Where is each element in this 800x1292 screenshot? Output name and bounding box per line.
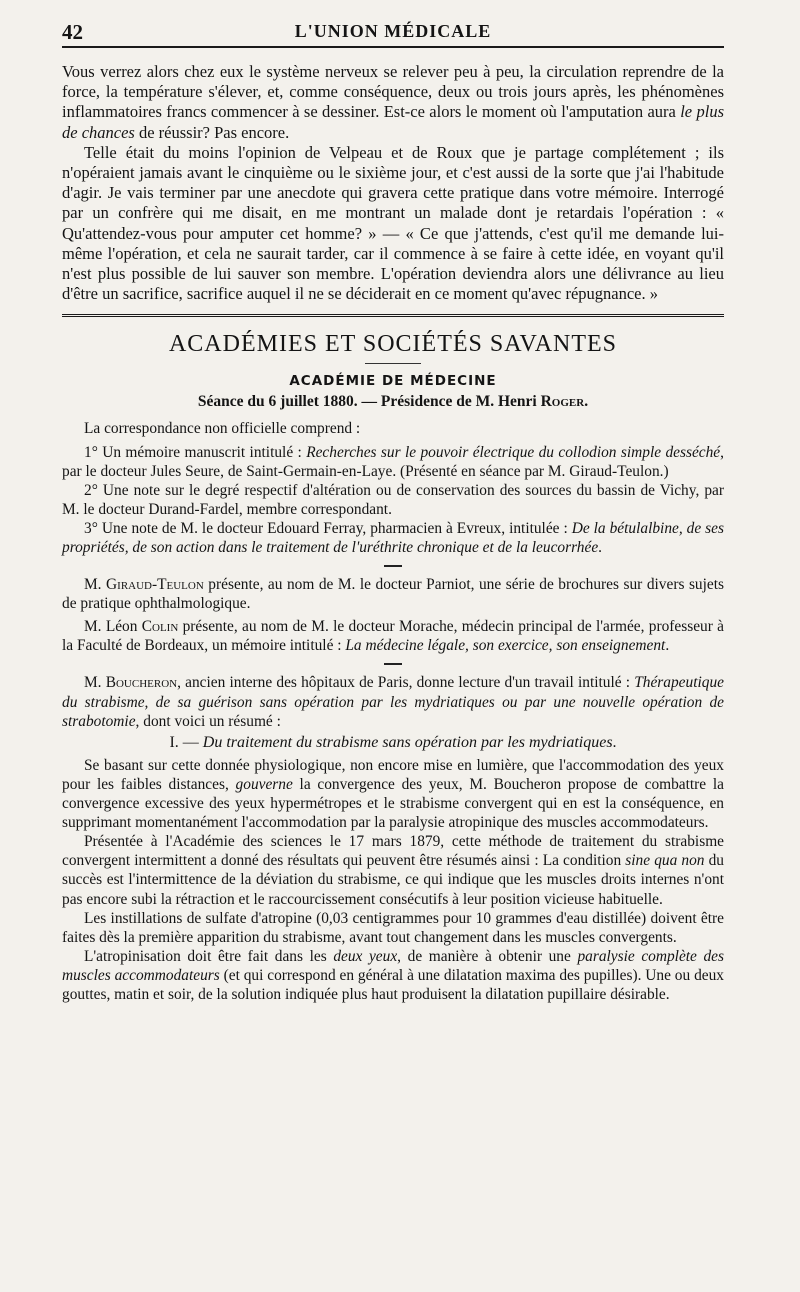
correspondance-item-1 bbox=[62, 443, 724, 481]
text-run: présente, au nom de M. le docteur Parniot, une série de brochures sur divers sujets de pratique ophthalmologique. bbox=[62, 576, 724, 613]
running-title: L'UNION MÉDICALE bbox=[294, 21, 492, 41]
correspondance-block bbox=[62, 419, 724, 1004]
italic-text: Recherches sur le pouvoir électrique du collodion simple desséché bbox=[306, 443, 721, 461]
author-name: Colin bbox=[141, 618, 179, 636]
text-run: . bbox=[598, 539, 603, 556]
text-run: I. — bbox=[169, 733, 203, 751]
text-run: Présentée à l'Académie des sciences le 17 mars 1879, cette méthode de traitement du strabisme convergent intermittent a donné des résultats qui peuvent être résumés ainsi : La condition bbox=[62, 833, 724, 870]
author-name: Boucheron bbox=[105, 674, 178, 692]
separator-dash bbox=[384, 663, 402, 665]
intro-paragraph-2: Telle était du moins l'opinion de Velpeau et de Roux que je partage complétement ; ils n'opéraient jamais avant le cinquième ou le sixième jour, et c'est aussi de la sorte que j'ai l'habitude d'agir. Je vais terminer par une anecdote qui gravera cette pratique dans votre mémoire. Interrogé par un confrère qui me disait, en me montrant un malade dont je retardais l'opération : « Qu'attendez-vous pour amputer cet homme? » — « Ce que j'attends, c'est qu'il me demande lui-même l'opération, et cela ne saurait tarder, car il commence à se faire à cette idée, en voyant qu'il n'est plus possible de lui sauver son membre. L'opération deviendra alors une délivrance au lieu d'être un sacrifice, sacrifice auquel il ne se déciderait en ce moment qu'avec répugnance. » bbox=[62, 142, 724, 304]
page-number: 42 bbox=[62, 20, 83, 44]
text-run: (et qui correspond en général à une dilatation maxima des pupilles). Une ou deux gouttes, matin et soir, de la solution indiquée plus haut produisent la dilatation pupillaire désirable. bbox=[62, 966, 724, 1003]
text-run: L'atropinisation doit être fait dans les bbox=[84, 947, 334, 965]
text-run: , dont voici un résumé : bbox=[135, 712, 281, 730]
italic-text: sine qua non bbox=[625, 852, 705, 870]
author-name: Giraud-Teulon bbox=[106, 576, 204, 594]
text-run: de réussir? Pas encore. bbox=[134, 122, 290, 142]
correspondance-intro: La correspondance non officielle comprend : bbox=[84, 420, 361, 438]
presentation-1 bbox=[62, 575, 724, 613]
text-run: M. bbox=[84, 576, 107, 594]
text-run: , de manière à obtenir une bbox=[397, 947, 578, 965]
page-header bbox=[62, 20, 724, 48]
text-run: Séance du 6 juillet 1880. — Présidence de M. Henri bbox=[197, 393, 541, 411]
text-run: la convergence des yeux, M. Boucheron propose de combattre la convergence excessive des yeux hypermétropes et le strabisme convergent qui en est la conséquence, en supprimant momentanément l'accommodation par la paralysie atropinique des muscles accommodateurs. bbox=[62, 775, 724, 832]
text-run: M. Léon bbox=[84, 618, 142, 636]
section-title: ACADÉMIES ET SOCIÉTÉS SAVANTES bbox=[168, 331, 618, 358]
text-run: , ancien interne des hôpitaux de Paris, donne lecture d'un travail intitulé : bbox=[177, 674, 635, 692]
text-run: 1° Un mémoire manuscrit intitulé : bbox=[84, 443, 307, 461]
italic-text: le plus de chances bbox=[62, 102, 724, 142]
separator-dash bbox=[384, 565, 402, 567]
text-run: . bbox=[584, 393, 589, 411]
correspondance-item-2: 2° Une note sur le degré respectif d'altération ou de conservation des sources du bassin de Vichy, par M. le docteur Durand-Fardel, membre correspondant. bbox=[62, 481, 724, 518]
text-run: . bbox=[665, 637, 670, 655]
boucheron-paragraph-2 bbox=[62, 756, 724, 832]
italic-text: Thérapeutique du strabisme, de sa guérison sans opération par les mydriatiques ou par une nouvelle opération de strabotomie bbox=[62, 674, 724, 730]
correspondance-item-3 bbox=[62, 519, 724, 557]
italic-text: De la bétulalbine, de ses propriétés, de son action dans le traitement de l'uréthrite chronique et de la leucorrhée bbox=[62, 519, 724, 556]
text-run: . bbox=[612, 733, 617, 751]
page-content bbox=[62, 62, 724, 1004]
boucheron-paragraph-3 bbox=[62, 832, 724, 908]
text-run: du succès est l'intermittence de la déviation du strabisme, ce qui indique que les muscles droits internes n'ont pas encore subi la rétraction et le raccourcissement consécutifs à leur position vicieuse habituelle. bbox=[62, 852, 724, 908]
boucheron-intro bbox=[62, 673, 724, 730]
text-run: Se basant sur cette donnée physiologique, non encore mise en lumière, que l'accommodation des yeux pour les faibles distances, bbox=[62, 756, 724, 793]
intro-paragraph-1 bbox=[62, 62, 724, 143]
italic-text: paralysie complète des muscles accommodateurs bbox=[62, 947, 725, 984]
title-rule bbox=[365, 363, 421, 364]
presentation-2 bbox=[62, 617, 724, 655]
text-run: présente, au nom de M. le docteur Morache, médecin principal de l'armée, professeur à la Faculté de Bordeaux, un mémoire intitulé : bbox=[62, 618, 725, 655]
section-divider bbox=[62, 314, 724, 317]
italic-text: La médecine légale, son exercice, son enseignement bbox=[345, 637, 666, 655]
part-heading bbox=[62, 733, 724, 752]
boucheron-paragraph-4: Les instillations de sulfate d'atropine (0,03 centigrammes pour 10 grammes d'eau distillée) doivent être faites dès la première apparition du strabisme, avant tout changement dans les muscles convergents. bbox=[62, 909, 724, 946]
subsection-title: ACADÉMIE DE MÉDECINE bbox=[289, 373, 497, 390]
text-run: M. bbox=[84, 674, 106, 692]
text-run: , par le docteur Jules Seure, de Saint-Germain-en-Laye. (Présenté en séance par M. Giraud-Teulon.) bbox=[62, 443, 724, 480]
text-run: Vous verrez alors chez eux le système nerveux se relever peu à peu, la circulation reprendre de la force, la température s'élever, et, comme conséquence, deux ou trois jours après, les phénomènes inflammatoires francs commencer à se dessiner. Est-ce alors le moment où l'amputation aura bbox=[62, 62, 724, 122]
italic-text: deux yeux bbox=[333, 947, 398, 965]
text-run: 3° Une note de M. le docteur Edouard Ferray, pharmacien à Evreux, intitulée : bbox=[84, 519, 572, 537]
italic-text: gouverne bbox=[235, 775, 293, 793]
president-name: Roger bbox=[540, 393, 585, 411]
boucheron-paragraph-5 bbox=[62, 947, 724, 1004]
session-line bbox=[62, 391, 724, 413]
italic-text: Du traitement du strabisme sans opération par les mydriatiques bbox=[202, 733, 613, 751]
